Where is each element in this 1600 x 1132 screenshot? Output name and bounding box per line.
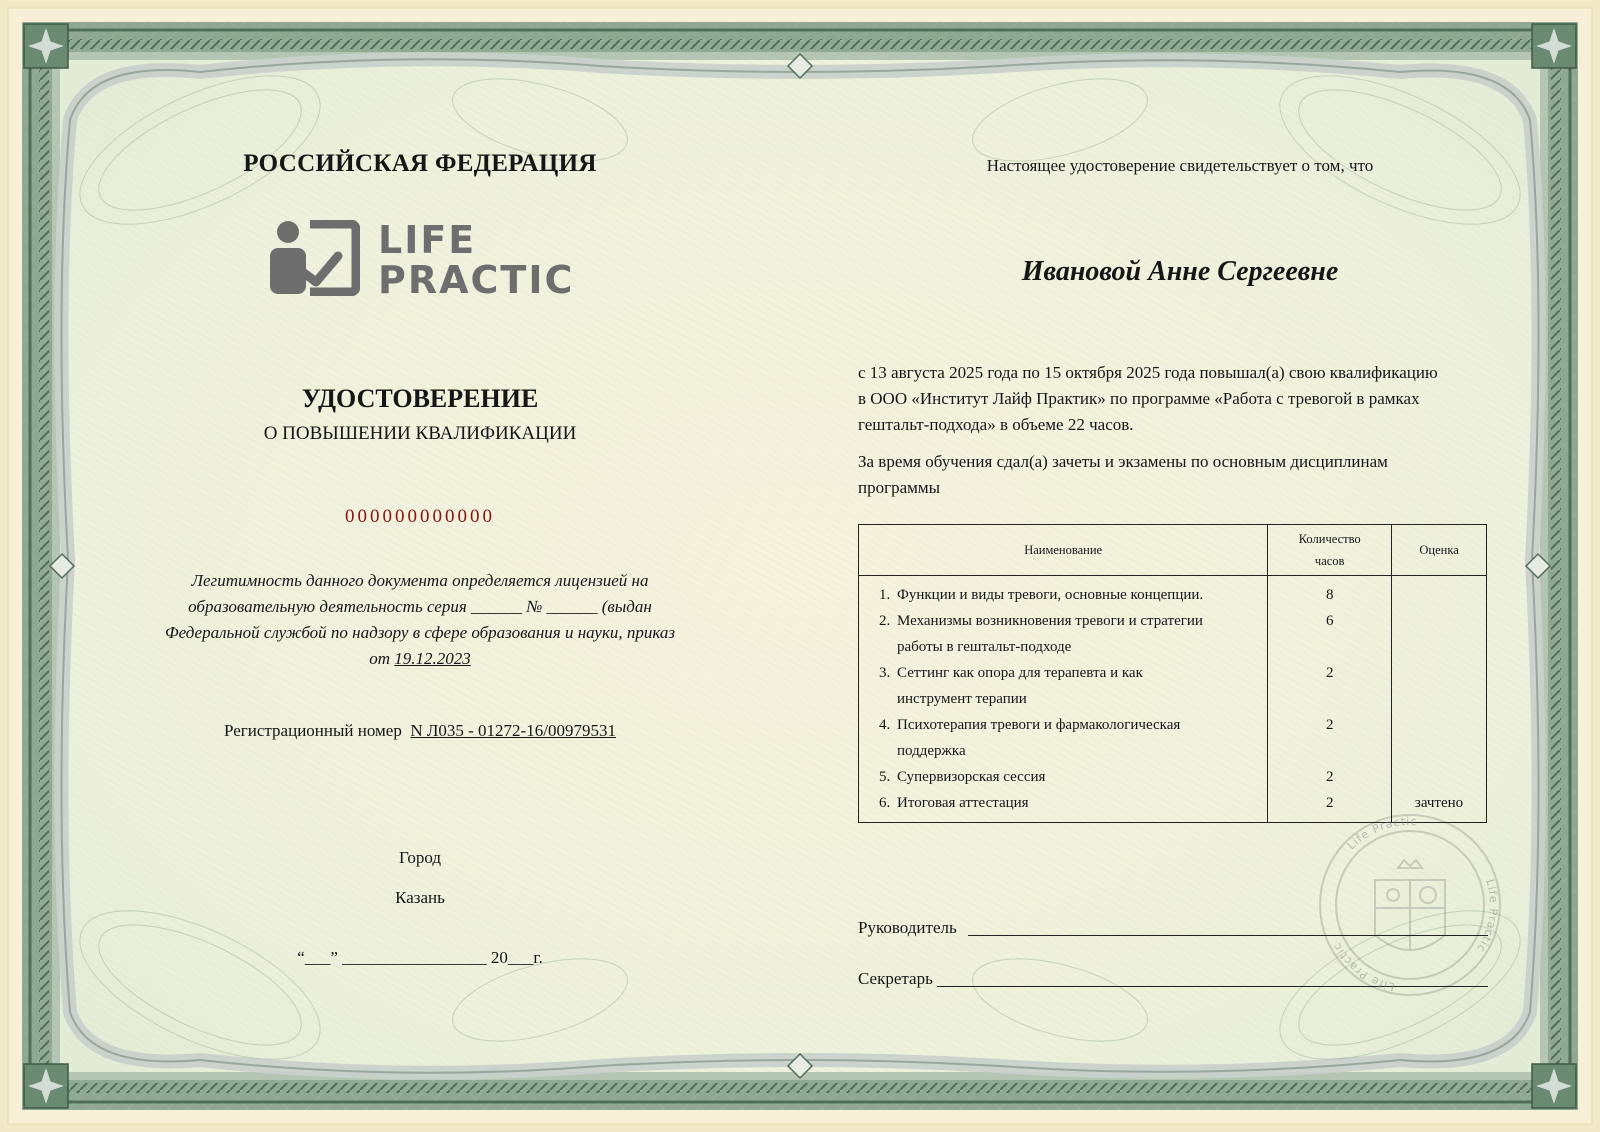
life-practic-logo xyxy=(270,220,580,300)
exams-line-1: За время обучения сдал(а) зачеты и экзамены по основным дисциплинам xyxy=(858,452,1388,471)
row-number: 6. xyxy=(879,795,891,811)
row-name-line-1: Сеттинг как опора для терапевта и как xyxy=(897,665,1143,681)
svg-text:Life Practic xyxy=(1345,815,1418,852)
header-hours-line-2: часов xyxy=(1314,554,1345,568)
row-name-line-1: Итоговая аттестация xyxy=(897,795,1029,811)
stamp-text xyxy=(1320,815,1500,995)
row-name-line-2: поддержка xyxy=(897,743,966,759)
row-hours: 8 xyxy=(1268,576,1392,609)
recipient-name: Ивановой Анне Сергеевне xyxy=(1021,256,1339,287)
svg-text:Life Practic xyxy=(1474,878,1500,955)
header-name: Наименование xyxy=(859,525,1268,576)
logo-icon xyxy=(270,220,360,296)
row-grade xyxy=(1392,660,1487,712)
row-name xyxy=(859,790,1268,823)
row-grade xyxy=(1392,764,1487,790)
row-hours: 6 xyxy=(1268,608,1392,660)
city-label: Город xyxy=(399,848,441,867)
row-grade xyxy=(1392,712,1487,764)
legitimacy-line-2: образовательную деятельность серия ______ № ______ (выдан xyxy=(188,597,652,616)
row-hours: 2 xyxy=(1268,764,1392,790)
row-hours: 2 xyxy=(1268,790,1392,823)
header-hours-line-1: Количество xyxy=(1298,532,1361,546)
stamp-text-path-1: Life Practic xyxy=(1344,815,1418,853)
row-name xyxy=(859,608,1268,660)
city-value: Казань xyxy=(395,888,445,907)
stamp-text-path-2: Life Practic xyxy=(1473,877,1500,956)
country-heading: РОССИЙСКАЯ ФЕДЕРАЦИЯ xyxy=(243,150,597,177)
row-name-line-2: работы в гештальт-подходе xyxy=(897,639,1072,655)
certificate-subtitle: О ПОВЫШЕНИИ КВАЛИФИКАЦИИ xyxy=(263,423,577,444)
qualification-line-1: с 13 августа 2025 года по 15 октября 2025 года повышал(а) свою квалификацию xyxy=(858,363,1438,382)
registration-label: Регистрационный номер xyxy=(224,721,402,740)
row-name xyxy=(859,712,1268,764)
table-row xyxy=(859,764,1487,790)
legitimacy-line-4 xyxy=(140,646,700,672)
row-name-line-2: инструмент терапии xyxy=(897,691,1027,707)
row-grade xyxy=(1392,608,1487,660)
qualification-paragraph xyxy=(858,360,1498,438)
certificate-number: 000000000000 xyxy=(345,506,495,527)
row-hours: 2 xyxy=(1268,660,1392,712)
table-row xyxy=(859,712,1487,764)
row-number: 4. xyxy=(879,717,891,733)
qualification-line-3: гештальт-подхода» в объеме 22 часов. xyxy=(858,415,1134,434)
stamp-text-path-3: Life Practic xyxy=(1330,939,1396,994)
exams-line-2: программы xyxy=(858,478,941,497)
row-number: 3. xyxy=(879,665,891,681)
qualification-line-2: в ООО «Институт Лайф Практик» по программе «Работа с тревогой в рамках xyxy=(858,389,1420,408)
director-signature-label: Руководитель xyxy=(858,918,957,937)
row-name xyxy=(859,576,1268,609)
row-grade: зачтено xyxy=(1392,790,1487,823)
legitimacy-line-3: Федеральной службой по надзору в сфере образования и науки, приказ xyxy=(164,623,676,642)
legitimacy-line-1: Легитимность данного документа определяется лицензией на xyxy=(191,571,649,590)
row-name-line-1: Функции и виды тревоги, основные концепции. xyxy=(897,587,1204,603)
svg-text:Life Practic xyxy=(1330,940,1396,993)
table-row xyxy=(859,660,1487,712)
row-hours: 2 xyxy=(1268,712,1392,764)
row-name-line-1: Психотерапия тревоги и фармакологическая xyxy=(897,717,1181,733)
table-header-row xyxy=(859,525,1487,576)
header-grade: Оценка xyxy=(1392,525,1487,576)
table-row xyxy=(859,576,1487,609)
issue-date-line: “___” _________________ 20___г. xyxy=(297,948,543,967)
registration-number xyxy=(150,721,690,741)
row-name-line-1: Супервизорская сессия xyxy=(897,769,1046,785)
intro-statement: Настоящее удостоверение свидетельствует о том, что xyxy=(986,156,1374,175)
logo-line2: PRACTIC xyxy=(378,258,575,302)
order-date-prefix: от xyxy=(369,649,395,668)
legitimacy-statement xyxy=(140,568,700,672)
logo-wordmark xyxy=(378,220,574,300)
row-number: 2. xyxy=(879,613,891,629)
certificate-title: УДОСТОВЕРЕНИЕ xyxy=(301,384,539,413)
disciplines-table xyxy=(858,524,1487,823)
logo-line1: LIFE xyxy=(378,218,477,262)
row-name xyxy=(859,660,1268,712)
exams-paragraph xyxy=(858,449,1498,501)
row-number: 5. xyxy=(879,769,891,785)
row-grade xyxy=(1392,576,1487,609)
header-hours xyxy=(1268,525,1392,576)
secretary-signature-label: Секретарь xyxy=(858,969,933,988)
table-row xyxy=(859,608,1487,660)
registration-value: N Л035 - 01272-16/00979531 xyxy=(410,721,616,740)
order-date: 19.12.2023 xyxy=(394,649,471,668)
row-name-line-1: Механизмы возникновения тревоги и стратегии xyxy=(897,613,1203,629)
row-name xyxy=(859,764,1268,790)
row-number: 1. xyxy=(879,587,891,603)
